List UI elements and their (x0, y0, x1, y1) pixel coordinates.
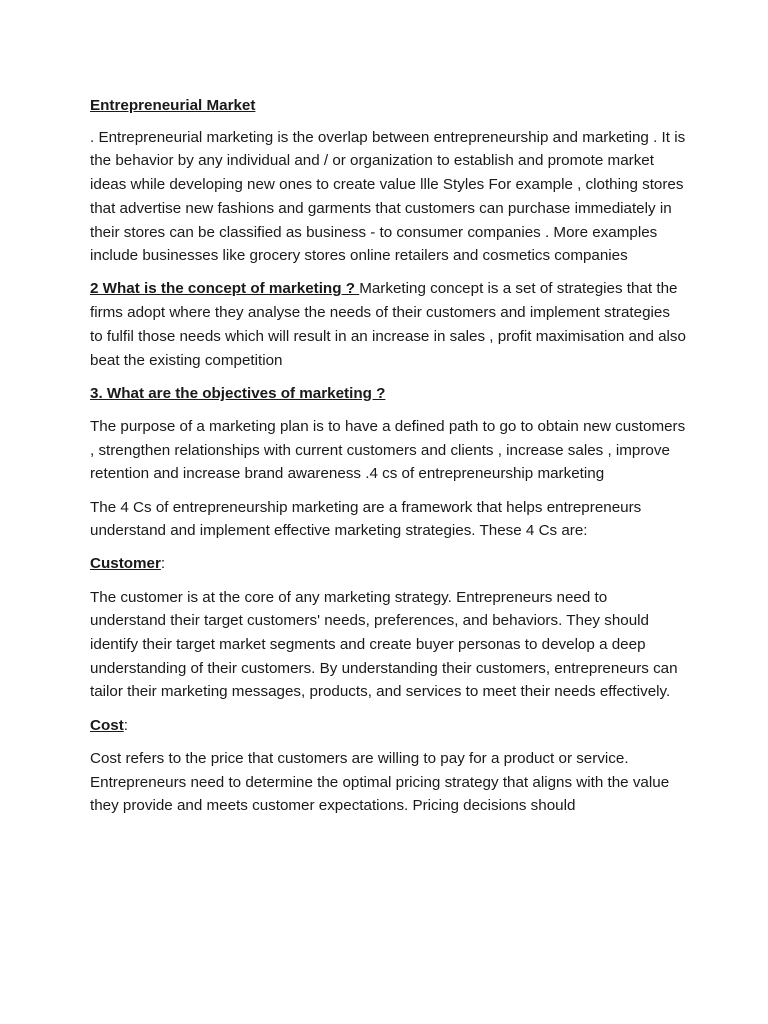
customer-heading: Customer (90, 555, 161, 573)
customer-heading-line (90, 552, 686, 576)
customer-heading-colon: : (160, 555, 166, 573)
question-3-heading-line (90, 382, 686, 406)
question-2-heading: 2 What is the concept of marketing ? (90, 280, 360, 298)
paragraph-cost: Cost refers to the price that customers are willing to pay for a product or service. Entrepreneurs need to determine the optimal pricing strategy that aligns with the value they provide and meets customer expectations. Pricing decisions should (90, 749, 670, 815)
cost-heading: Cost (90, 716, 124, 734)
paragraph-concept-of-marketing (90, 277, 686, 372)
paragraph-objectives-of-marketing: The purpose of a marketing plan is to have a defined path to go to obtain new customers , strengthen relationships with current customers and clients , increase sales , improve retention and increase brand awareness .4 cs of entrepreneurship marketing (90, 417, 686, 483)
document-title: Entrepreneurial Market (90, 97, 256, 114)
question-3-heading: 3. What are the objectives of marketing ? (90, 384, 386, 402)
document-page (90, 94, 686, 827)
paragraph-entrepreneurial-marketing: . Entrepreneurial marketing is the overlap between entrepreneurship and marketing . It is the behavior by any individual and / or organization to establish and promote market ideas while developing new ones to create value llle Styles For example , clothing stores that advertise new fashions and garments that customers can purchase immediately in their stores can be classified as business - to consumer companies . More examples include businesses like grocery stores online retailers and cosmetics companies (90, 128, 686, 265)
paragraph-four-cs-intro: The 4 Cs of entrepreneurship marketing are a framework that helps entrepreneurs understand and implement effective marketing strategies. These 4 Cs are: (90, 498, 642, 540)
cost-heading-colon: : (123, 716, 128, 734)
question-2-body: Marketing concept is a set of strategies that the firms adopt where they analyse the needs of their customers and implement strategies to fulfil those needs which will result in an increase in sales , profit maximisation and also beat the existing competition (90, 280, 686, 369)
cost-heading-line (90, 714, 686, 738)
paragraph-customer: The customer is at the core of any marketing strategy. Entrepreneurs need to understand their target customers' needs, preferences, and behaviors. They should identify their target market segments and create buyer personas to develop a deep understanding of their customers. By understanding their customers, entrepreneurs can tailor their marketing messages, products, and services to meet their needs effectively. (90, 588, 678, 701)
